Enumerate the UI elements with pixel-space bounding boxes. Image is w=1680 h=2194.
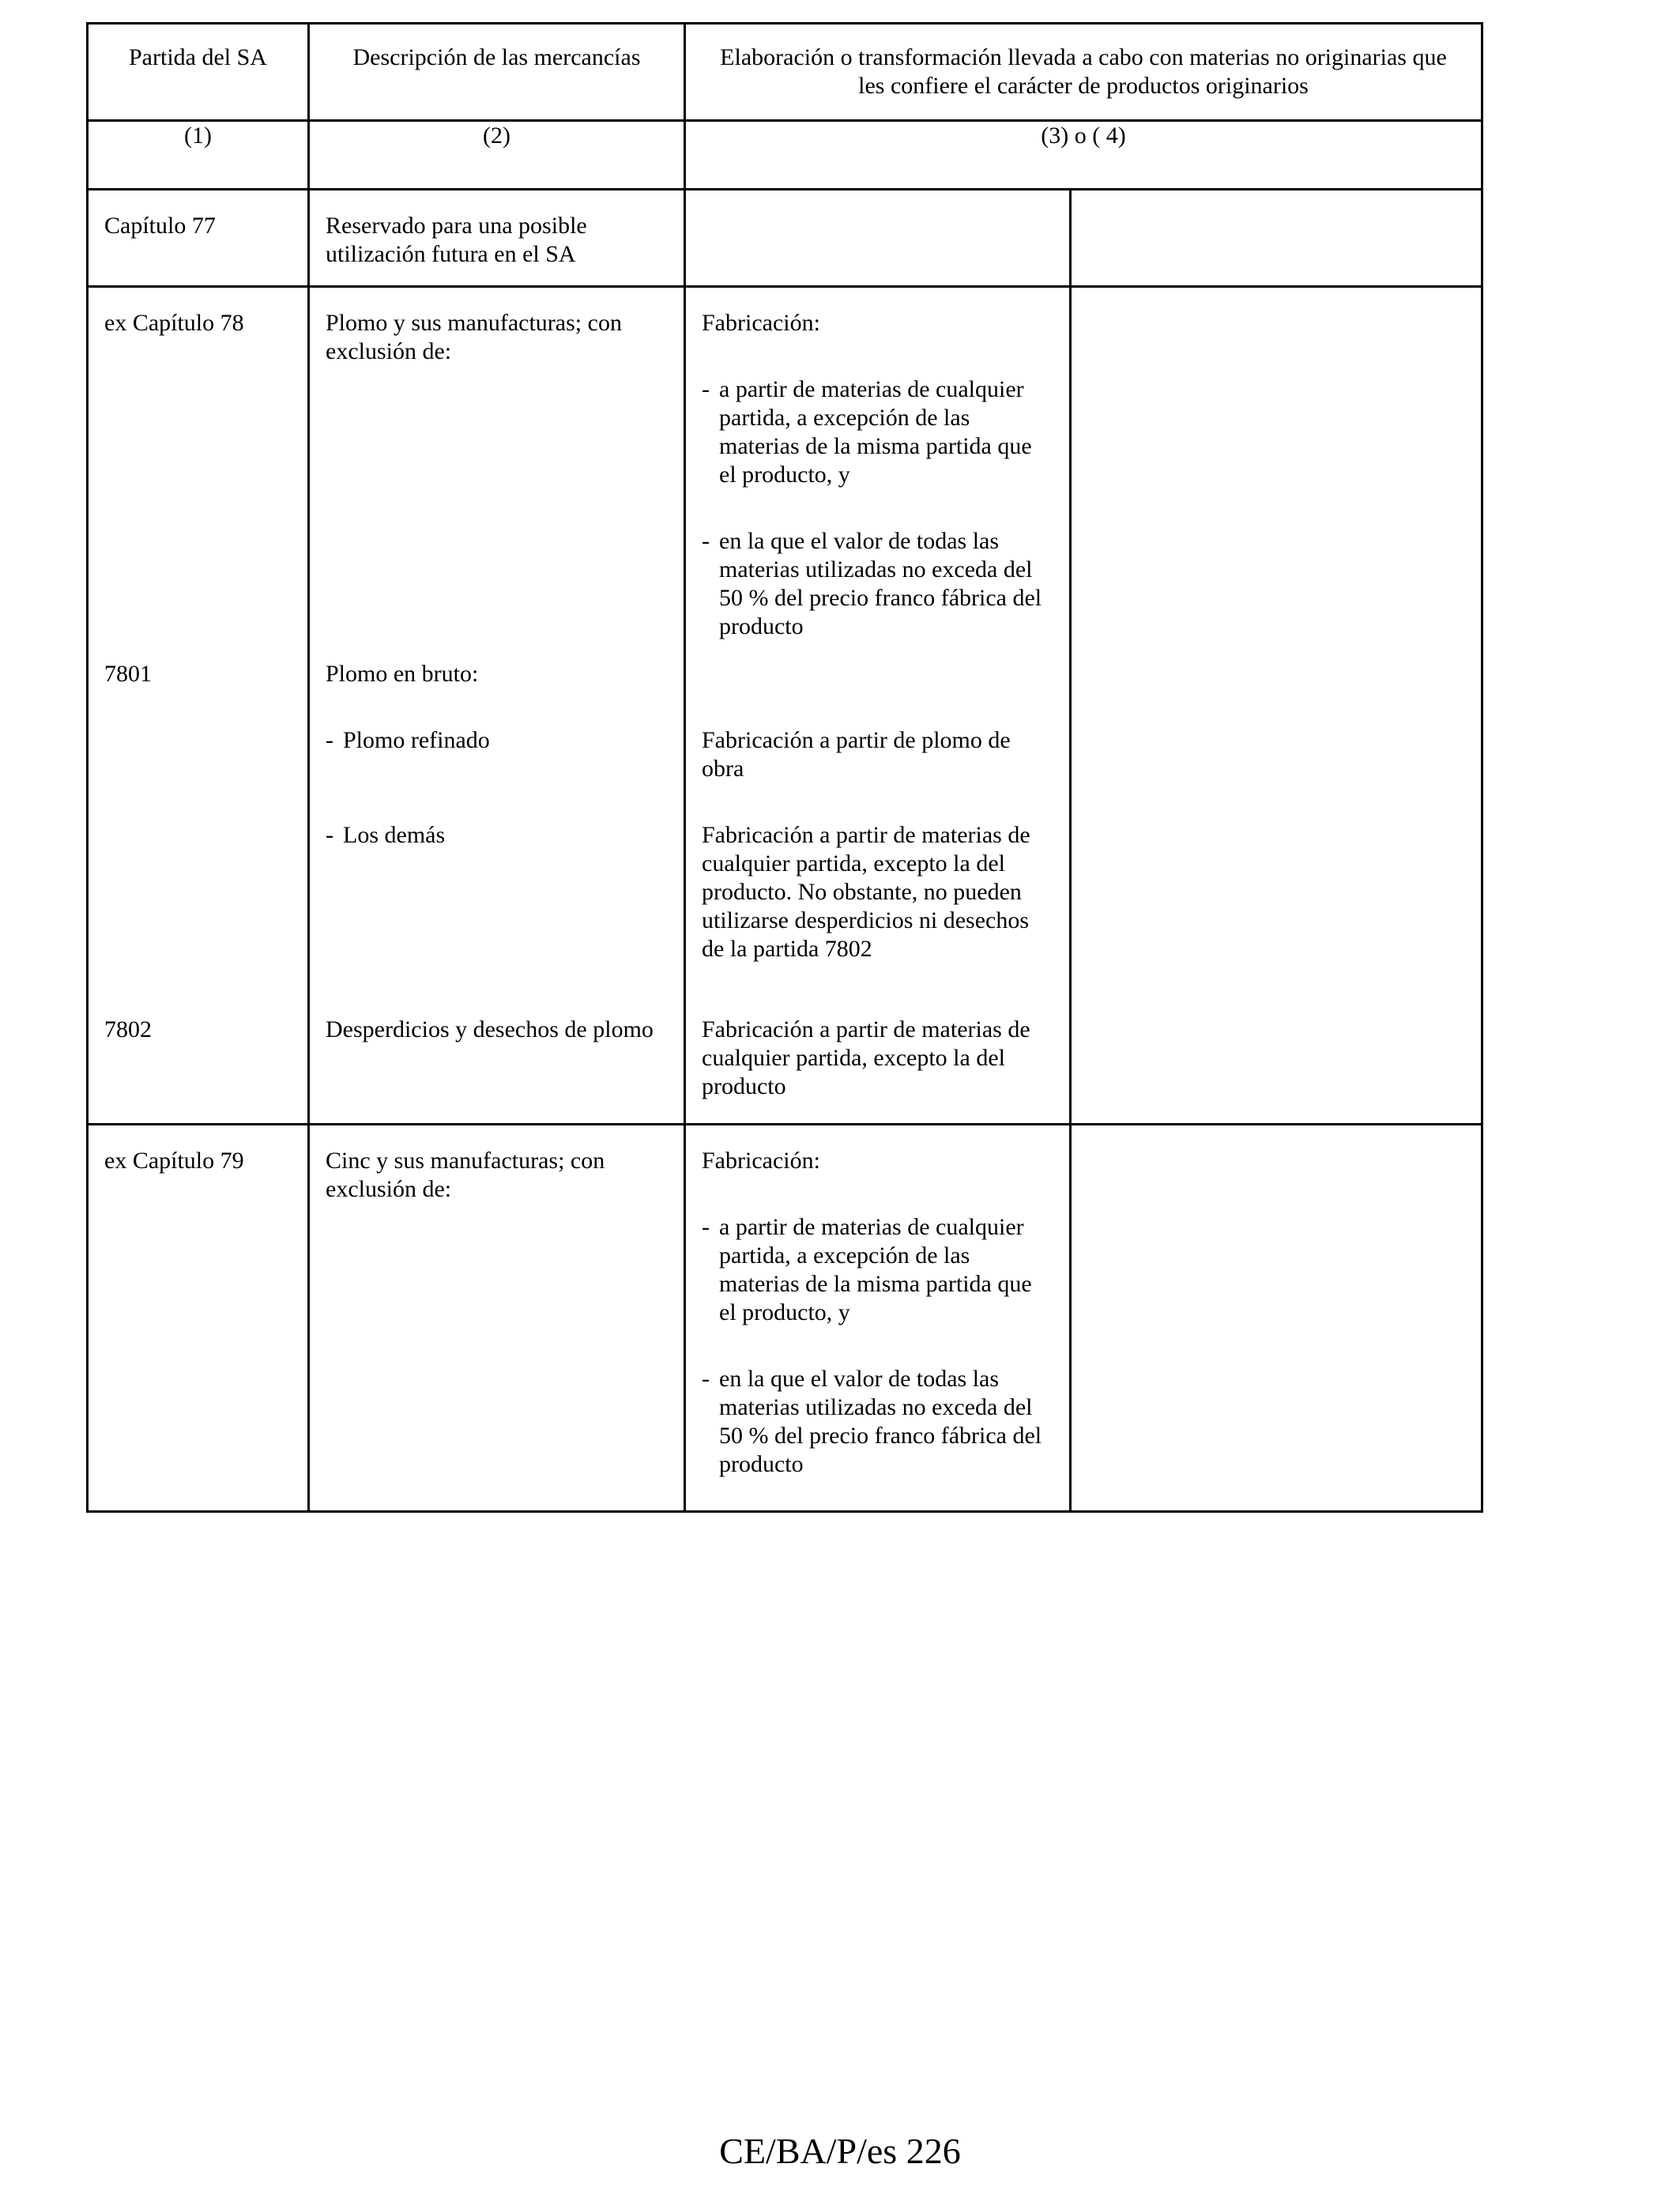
ch77-code-cell <box>88 190 309 287</box>
ch78-code-cell <box>88 287 309 1125</box>
table-row-chapter-77 <box>88 190 1482 287</box>
ch78-7802-desc: Desperdicios y desechos de plomo <box>326 1016 654 1042</box>
rules-of-origin-table <box>86 22 1483 1513</box>
ch77-rule-cell <box>685 190 1071 287</box>
ch78-rule-bullet-1 <box>702 375 1053 489</box>
ch78-desc-cell <box>309 287 685 1125</box>
table-row-chapter-79 <box>88 1125 1482 1512</box>
bullet-dash: - <box>326 727 333 753</box>
ch78-rule-cell <box>685 287 1071 1125</box>
ch77-desc-cell <box>309 190 685 287</box>
ch79-alt-rule-cell <box>1071 1125 1482 1512</box>
ch78-7801-code: 7801 <box>104 661 152 687</box>
rules-of-origin-table-wrapper <box>86 22 1481 1513</box>
ch78-alt-rule-cell <box>1071 287 1482 1125</box>
ch78-7801-refinado-rule: Fabricación a partir de plomo de obra <box>702 727 1011 782</box>
ch78-7802-code: 7802 <box>104 1016 152 1042</box>
ch79-rule-bullet-2-text: en la que el valor de todas las materias utilizadas no exceda del 50 % del precio franco fábrica del producto <box>719 1366 1042 1477</box>
ch78-rule-bullet-2 <box>702 527 1053 641</box>
header-elaboracion-label: Elaboración o transformación llevada a cabo con materias no originarias que les confiere el carácter de productos originarios <box>720 44 1447 99</box>
ch77-desc: Reservado para una posible utilización futura en el SA <box>326 213 587 267</box>
ch78-code: ex Capítulo 78 <box>104 310 244 336</box>
ch79-desc-cell <box>309 1125 685 1512</box>
ch78-7801-refinado-item <box>326 726 668 755</box>
bullet-dash: - <box>702 376 710 402</box>
ch79-rule-bullet-2 <box>702 1365 1053 1479</box>
ch78-7801-demas-rule: Fabricación a partir de materias de cualquier partida, excepto la del producto. No obstante, no pueden utilizarse desperdicios ni desechos de la partida 7802 <box>702 822 1030 962</box>
ch79-rule-bullet-1-text: a partir de materias de cualquier partida, a excepción de las materias de la misma partida que el producto, y <box>719 1214 1032 1325</box>
page-footer-reference: CE/BA/P/es 226 <box>719 2131 961 2171</box>
ch79-rule-cell <box>685 1125 1071 1512</box>
header-descripcion-label: Descripción de las mercancías <box>352 44 641 70</box>
bullet-dash: - <box>702 1366 710 1392</box>
ch77-code: Capítulo 77 <box>104 213 216 239</box>
bullet-dash: - <box>326 822 333 848</box>
header-partida-label: Partida del SA <box>129 44 267 70</box>
header-col-descripcion <box>309 24 685 121</box>
header-number-row <box>88 121 1482 190</box>
bullet-dash: - <box>702 1214 710 1240</box>
header-col-elaboracion <box>685 24 1482 121</box>
ch78-rule-bullet-1-text: a partir de materias de cualquier partida, a excepción de las materias de la misma partida que el producto, y <box>719 376 1032 488</box>
ch78-7801-demas-item <box>326 821 668 850</box>
ch78-7801-refinado-desc: Plomo refinado <box>343 727 490 753</box>
ch79-rule-bullet-1 <box>702 1213 1053 1327</box>
table-row-chapter-78 <box>88 287 1482 1125</box>
header-num-2: (2) <box>309 121 685 190</box>
header-num-3-4: (3) o ( 4) <box>685 121 1482 190</box>
header-col-partida <box>88 24 309 121</box>
ch79-rule-intro: Fabricación: <box>702 1148 820 1174</box>
ch78-7802-rule: Fabricación a partir de materias de cualquier partida, excepto la del producto <box>702 1016 1030 1099</box>
ch78-7801-demas-desc: Los demás <box>343 822 446 848</box>
bullet-dash: - <box>702 528 710 554</box>
header-row <box>88 24 1482 121</box>
ch78-7801-desc: Plomo en bruto: <box>326 661 479 687</box>
ch77-alt-rule-cell <box>1071 190 1482 287</box>
ch78-rule-bullet-2-text: en la que el valor de todas las materias utilizadas no exceda del 50 % del precio franco fábrica del producto <box>719 528 1042 639</box>
ch79-desc: Cinc y sus manufacturas; con exclusión de: <box>326 1148 605 1202</box>
ch78-desc: Plomo y sus manufacturas; con exclusión de: <box>326 310 622 364</box>
ch78-rule-intro: Fabricación: <box>702 310 820 336</box>
ch79-code-cell <box>88 1125 309 1512</box>
header-num-1: (1) <box>88 121 309 190</box>
ch79-code: ex Capítulo 79 <box>104 1148 244 1174</box>
